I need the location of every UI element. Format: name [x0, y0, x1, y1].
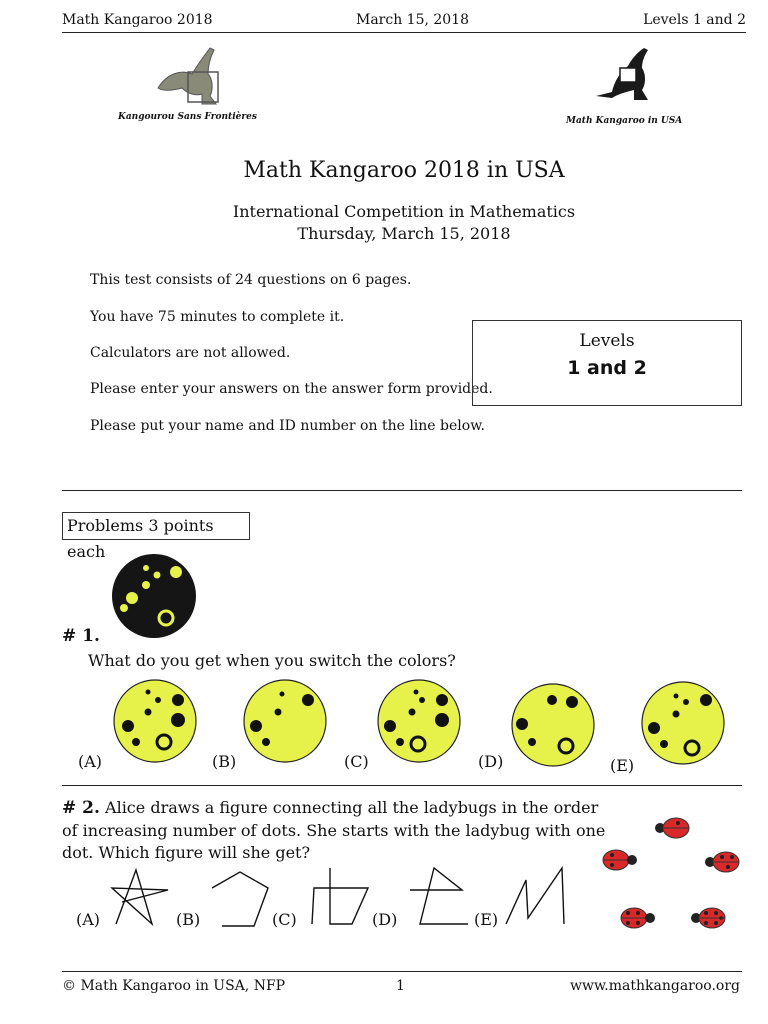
q1-option-c-disk[interactable] — [376, 678, 462, 764]
q2-line-1 — [62, 797, 598, 819]
footer-rule — [62, 971, 742, 972]
q2-option-b-label[interactable]: (B) — [176, 910, 201, 929]
header-date: March 15, 2018 — [356, 12, 470, 28]
q2-option-d-figure[interactable] — [408, 866, 470, 928]
q1-option-b-disk[interactable] — [242, 678, 328, 764]
levels-value: 1 and 2 — [567, 357, 647, 379]
q2-option-a-figure[interactable] — [110, 866, 172, 928]
logo-left-caption: Kangourou Sans Frontières — [118, 112, 257, 122]
header-rule — [62, 32, 746, 33]
q1-number: # 1. — [62, 626, 100, 646]
q2-number: # 2. — [62, 798, 100, 818]
q1-option-a-disk[interactable] — [112, 678, 198, 764]
page-title: Math Kangaroo 2018 in USA — [243, 158, 565, 183]
levels-label: Levels — [579, 331, 635, 351]
kangaroo-logo-right — [592, 46, 658, 106]
levels-box — [472, 320, 742, 406]
q2-text-3: dot. Which figure will she get? — [62, 843, 311, 862]
kangaroo-logo-left — [148, 44, 248, 110]
q2-text-1: Alice draws a figure connecting all the ladybugs in the order — [105, 798, 599, 817]
ladybug-four-dots — [620, 906, 656, 930]
q1-option-e-label[interactable]: (E) — [610, 756, 635, 775]
q2-text-2: of increasing number of dots. She starts with the ladybug with one — [62, 821, 606, 840]
q2-option-b-figure[interactable] — [210, 868, 272, 930]
instruction-time: You have 75 minutes to complete it. — [90, 309, 345, 325]
name-id-line[interactable] — [62, 490, 742, 491]
q1-option-d-label[interactable]: (D) — [478, 752, 504, 771]
q2-option-a-label[interactable]: (A) — [76, 910, 101, 929]
q2-option-e-label[interactable]: (E) — [474, 910, 499, 929]
logo-right-caption: Math Kangaroo in USA — [566, 116, 683, 126]
ladybug-one-dot — [654, 816, 690, 840]
ladybug-five-dots — [690, 906, 726, 930]
ladybug-two-dots — [602, 848, 638, 872]
q1-option-e-disk[interactable] — [640, 680, 726, 766]
q2-option-c-figure[interactable] — [308, 866, 370, 928]
q1-option-d-disk[interactable] — [510, 682, 596, 768]
q1-original-disk — [110, 552, 198, 640]
instruction-name-id: Please put your name and ID number on the line below. — [90, 418, 485, 434]
page-number: 1 — [396, 978, 405, 994]
header-right: Levels 1 and 2 — [643, 12, 746, 28]
q1-option-c-label[interactable]: (C) — [344, 752, 369, 771]
footer-website[interactable]: www.mathkangaroo.org — [570, 978, 740, 994]
instruction-calculators: Calculators are not allowed. — [90, 345, 291, 361]
ladybug-three-dots — [704, 850, 740, 874]
q1-option-a-label[interactable]: (A) — [78, 752, 103, 771]
footer-copyright: © Math Kangaroo in USA, NFP — [62, 978, 286, 994]
q2-option-e-figure[interactable] — [504, 866, 566, 928]
instruction-questions: This test consists of 24 questions on 6 pages. — [90, 272, 412, 288]
section-title: Problems 3 points each — [62, 512, 250, 540]
q1-option-b-label[interactable]: (B) — [212, 752, 237, 771]
q1-q2-divider — [62, 785, 742, 786]
instruction-answer-form: Please enter your answers on the answer form provided. — [90, 381, 493, 397]
subtitle-competition: International Competition in Mathematics — [232, 202, 576, 221]
q2-option-d-label[interactable]: (D) — [372, 910, 398, 929]
header-left: Math Kangaroo 2018 — [62, 12, 213, 28]
q2-option-c-label[interactable]: (C) — [272, 910, 297, 929]
subtitle-date: Thursday, March 15, 2018 — [297, 224, 511, 243]
q1-text: What do you get when you switch the colors? — [88, 651, 456, 670]
